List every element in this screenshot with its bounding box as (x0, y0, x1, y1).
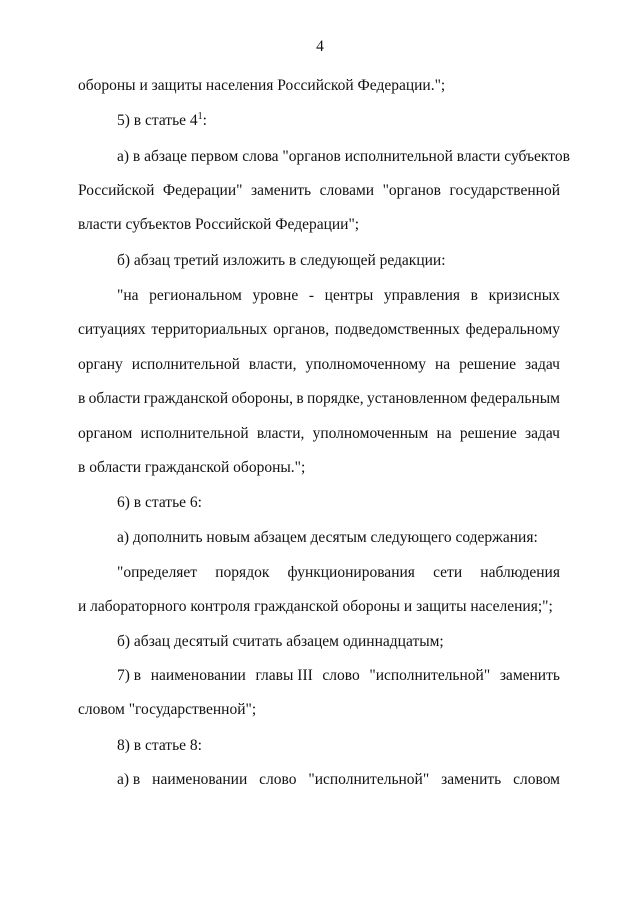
text-line-13: 6) в статье 6: (117, 494, 202, 511)
text-line-16: и лабораторного контроля гражданской обороны и защиты населения;"; (78, 598, 553, 615)
word: власти, (248, 356, 297, 373)
word: подведомственных (334, 321, 460, 338)
text-line-20: 8) в статье 8: (117, 737, 202, 754)
word: установленном (367, 390, 468, 407)
word: слово (322, 667, 360, 684)
text-line-1: обороны и защиты населения Российской Федерации."; (78, 77, 446, 94)
word: обороны, (231, 390, 294, 407)
word: порядке, (306, 390, 364, 407)
word: ситуациях (78, 321, 146, 338)
word: словами (319, 182, 375, 199)
superscript: 1 (197, 110, 203, 122)
word: сети (433, 564, 463, 581)
text-line-11 (78, 424, 560, 444)
word: в (470, 287, 478, 304)
word: главы III (255, 667, 313, 684)
text-line-12: в области гражданской обороны."; (78, 459, 306, 476)
text-line-14: а) дополнить новым абзацем десятым следующего содержания: (117, 529, 538, 546)
word: Российской (78, 182, 155, 199)
word: задач (524, 425, 560, 442)
word: уполномоченному (305, 356, 426, 373)
word: управления (383, 287, 461, 304)
text-line-15 (117, 563, 560, 583)
word: уполномоченным (312, 425, 429, 442)
word: заменить (250, 182, 312, 199)
word: решение (459, 356, 517, 373)
word: а) в (117, 771, 141, 788)
word: "исполнительной" (308, 771, 430, 788)
word: области (88, 390, 141, 407)
word: государственной (449, 182, 560, 199)
word: "на (117, 287, 139, 304)
word: на (436, 425, 452, 442)
word: "исполнительной" (369, 667, 491, 684)
word: территориальных (151, 321, 268, 338)
text-line-7 (117, 286, 560, 306)
word: 7) в (117, 667, 142, 684)
word: региональном (149, 287, 242, 304)
word: "определяет (117, 564, 198, 581)
page-number: 4 (316, 38, 324, 55)
text-line-2 (117, 111, 207, 131)
word: в (296, 390, 304, 407)
word: уровне (252, 287, 299, 304)
text-line-17: б) абзац десятый считать абзацем одиннадцатым; (117, 633, 444, 650)
word: слово (259, 771, 297, 788)
text-line-8 (78, 320, 560, 340)
text-line-10 (78, 389, 560, 409)
word: в (78, 390, 86, 407)
text-line-3: а) в абзаце первом слова "органов исполнительной власти субъектов (117, 148, 570, 165)
word: наименовании (150, 667, 246, 684)
text-line-18 (117, 666, 560, 686)
word: на (434, 356, 451, 373)
word: центры (324, 287, 374, 304)
word: кризисных (488, 287, 560, 304)
word: органом (78, 425, 133, 442)
word: заменить (441, 771, 502, 788)
word: органов, (273, 321, 330, 338)
word: порядок (215, 564, 270, 581)
word: задач (525, 356, 560, 373)
word: наблюдения (480, 564, 560, 581)
word: функционирования (287, 564, 415, 581)
text-line-9 (78, 355, 560, 375)
word: "органов (382, 182, 442, 199)
word: федеральным (470, 390, 560, 407)
colon: : (202, 112, 207, 129)
word: исполнительной (140, 425, 249, 442)
word: гражданской (143, 390, 229, 407)
word: власти, (256, 425, 305, 442)
word: решение (459, 425, 517, 442)
word: наименовании (152, 771, 248, 788)
word: заменить (499, 667, 560, 684)
text-line-4 (78, 181, 560, 201)
word: Федерации" (162, 182, 243, 199)
word: органу (78, 356, 123, 373)
text-line-6: б) абзац третий изложить в следующей редакции: (117, 252, 446, 269)
text-line-19: словом "государственной"; (78, 701, 257, 718)
text-line-21 (117, 770, 560, 790)
word: исполнительной (131, 356, 240, 373)
word: федеральному (465, 321, 560, 338)
word: - (308, 287, 315, 304)
word: словом (513, 771, 560, 788)
article-ref: 5) в статье 4 (117, 112, 198, 129)
text-line-5: власти субъектов Российской Федерации"; (78, 216, 360, 233)
